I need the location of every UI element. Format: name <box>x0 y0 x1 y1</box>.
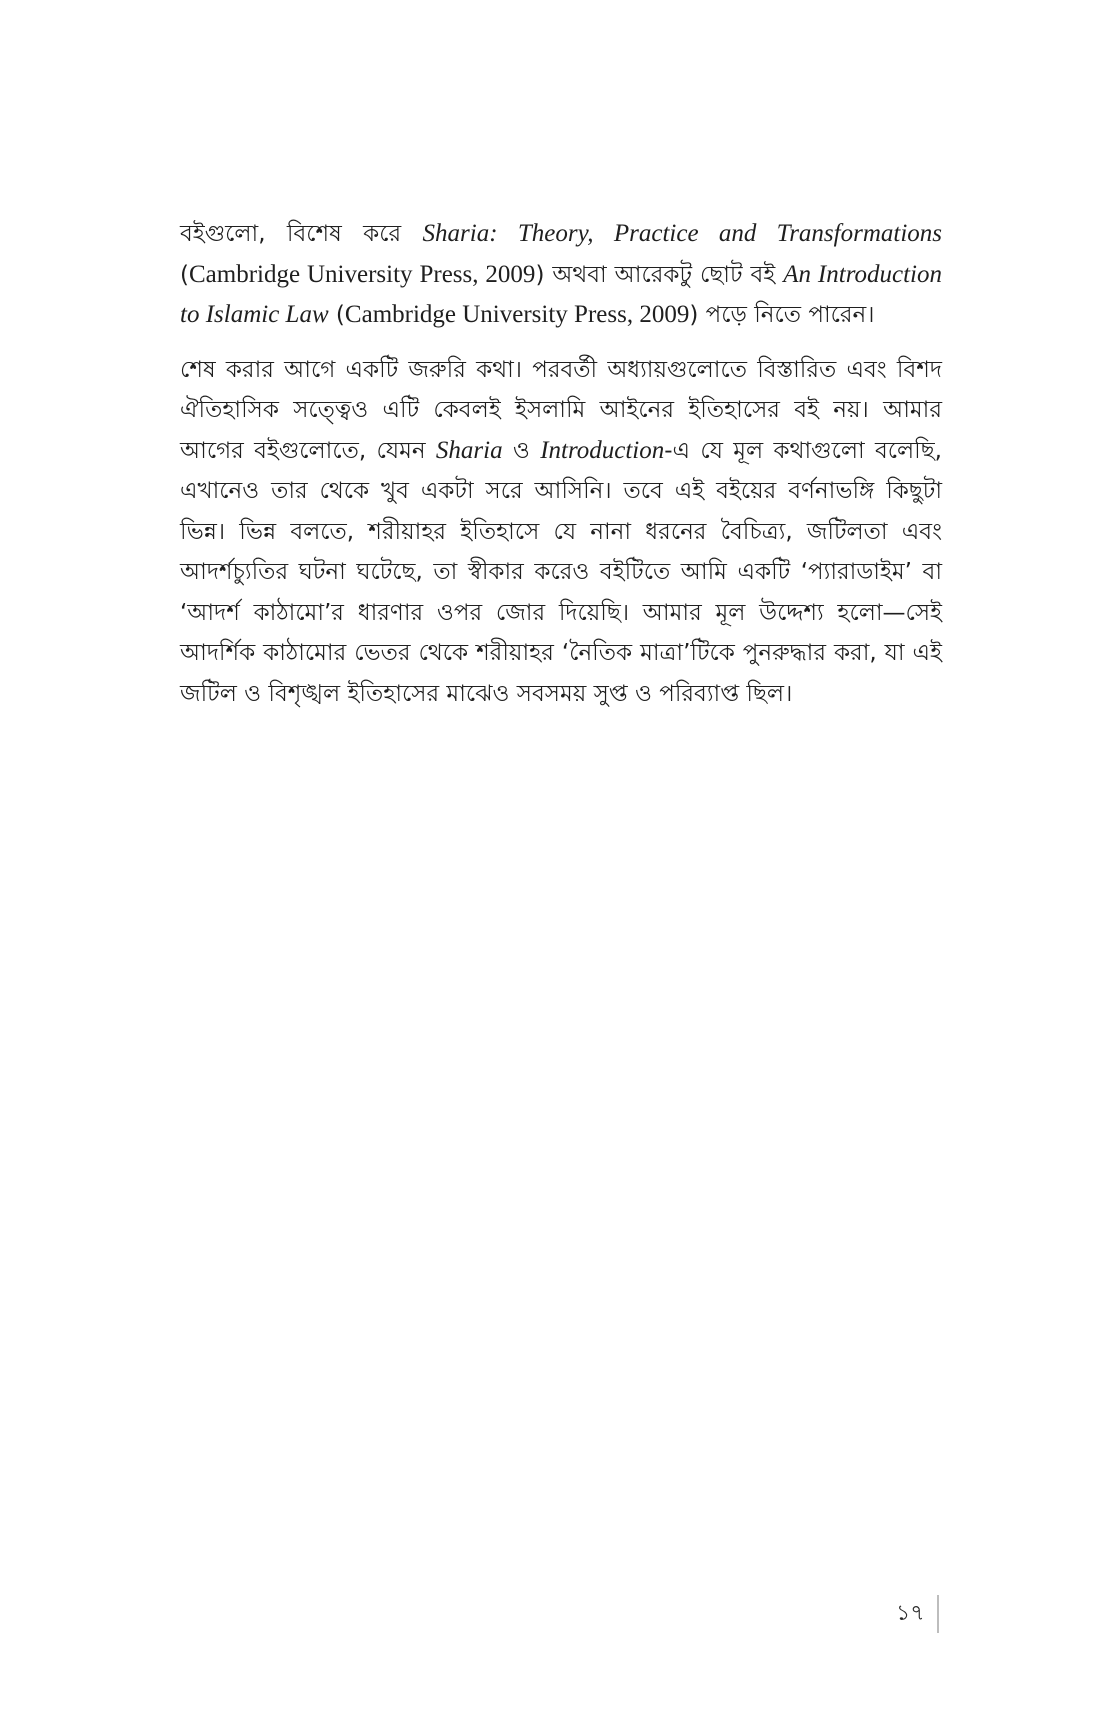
page-number-rule <box>937 1595 939 1633</box>
publisher-citation: Cambridge University Press, 2009 <box>188 260 536 288</box>
publisher-citation: Cambridge University Press, 2009 <box>344 301 690 328</box>
paragraph-2-text: ও <box>502 437 541 464</box>
paragraph-2 <box>180 350 942 715</box>
paragraph-2-text: -এ যে মূল কথাগুলো বলেছি, এখানেও তার থেকে খুব একটা সরে আসিনি। তবে এই বইয়ের বর্ণনাভঙ্গি কিছুটা ভিন্ন। ভিন্ন বলতে, শরীয়াহর ইতিহাসে যে নানা ধরনের বৈচিত্র্য, জটিলতা এবং আদর্শচ্যুতির ঘটনা ঘটেছে, তা স্বীকার করেও বইটিতে আমি একটি ‘প্যারাডাইম’ বা ‘আদর্শ কাঠামো’র ধারণার ওপর জোর দিয়েছি। আমার মূল উদ্দেশ্য হলো—সেই আদর্শিক কাঠামোর ভেতর থেকে শরীয়াহর ‘নৈতিক মাত্রা’টিকে পুনরুদ্ধার করা, যা এই জটিল ও বিশৃঙ্খল ইতিহাসের মাঝেও সবসময় সুপ্ত ও পরিব্যাপ্ত ছিল। <box>180 437 942 707</box>
book-title-introduction-short: Introduction <box>540 436 665 464</box>
book-title-sharia: Sharia <box>435 436 503 464</box>
paragraph-1 <box>180 214 942 336</box>
paragraph-1-text: ) অথবা আরেকটু ছোট বই <box>535 261 784 288</box>
book-title-introduction: An Introduction to Islamic Law <box>180 260 942 328</box>
paragraph-1-text: ( <box>180 261 189 288</box>
paragraph-1-text: ( <box>328 302 345 328</box>
paragraph-1-text: বইগুলো, বিশেষ করে <box>180 221 423 247</box>
paragraph-1-text: ) পড়ে নিতে পারেন। <box>689 302 875 328</box>
page-footer <box>896 1594 939 1634</box>
page-number: ১৭ <box>896 1601 925 1626</box>
body-text <box>180 214 942 714</box>
book-title-sharia-theory: Sharia: Theory, Practice and Transformations <box>422 220 942 247</box>
paragraph-2-text: শেষ করার আগে একটি জরুরি কথা। পরবর্তী অধ্যায়গুলোতে বিস্তারিত এবং বিশদ ঐতিহাসিক সত্ত্বেও এটি কেবলই ইসলামি আইনের ইতিহাসের বই নয়। আমার আগের বইগুলোতে, যেমন <box>180 356 942 464</box>
